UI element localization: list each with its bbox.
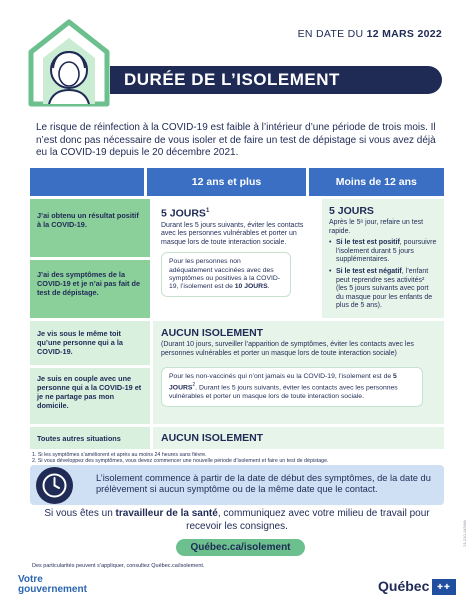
child-5-jours: 5 JOURS: [329, 205, 374, 217]
clock-note-text: L’isolement commence à partir de la date de début des symptômes, de la date du prélèvement si aucun symptôme ou de la même date que le contact.: [96, 473, 431, 494]
child-bullet-positive-bold: Si le test est positif: [336, 239, 400, 247]
no-isolation-note-end: . Durant les 5 jours suivants, éviter les contacts avec les personnes vulnérables et porter un masque lors de toute interaction sociale.: [169, 384, 398, 401]
clock-icon: [36, 467, 73, 504]
document-code: 21-210-149WA: [462, 520, 467, 547]
url-link[interactable]: Québec.ca/isolement: [176, 539, 305, 556]
quebec-logo-text: Québec: [378, 578, 430, 594]
footnote-1: 1. Si les symptômes s’améliorent et après au moins 24 heures sans fièvre.: [32, 452, 207, 458]
health-prefix: Si vous êtes un: [44, 508, 113, 519]
adult-5-jours: 5 JOURS: [161, 207, 206, 220]
clock-note-box: [30, 465, 444, 505]
no-isolation-note-box: [161, 367, 423, 407]
votre-gouvernement-logo: [18, 575, 87, 595]
row-label-same-roof: Je vis sous le même toit qu’une personne qui a la COVID-19.: [30, 321, 150, 365]
isolation-table: [30, 168, 444, 444]
row-label-positive: J’ai obtenu un résultat positif à la COVID-19.: [30, 199, 150, 257]
date-value: 12 MARS 2022: [366, 28, 442, 40]
health-bold: travailleur de la santé: [115, 508, 218, 519]
date-prefix: EN DATE DU: [297, 28, 364, 40]
cell-other: [153, 427, 444, 449]
row-label-couple: Je suis en couple avec une personne qui a la COVID-19 et je ne partage pas mon domicile.: [30, 368, 150, 424]
header-12-plus: 12 ans et plus: [147, 168, 305, 196]
row-label-other: Toutes autres situations: [30, 427, 150, 449]
health-suffix: , communiquez avec votre milieu de travail pour recevoir les consignes.: [186, 508, 430, 532]
footnote-2: 2. Si vous développez des symptômes, vous devez commencer une nouvelle période d’isolement et faire un test de dépistage.: [32, 458, 329, 464]
intro-text: Le risque de réinfection à la COVID-19 est faible à l’intérieur d’une période de trois mois. Il n’est donc pas nécessaire de vous isoler et de faire un test de dépistage si vous avez déjà eu la COVID-19 depuis le 20 décembre 2021.: [36, 122, 436, 158]
child-bullet-negative: [329, 268, 437, 311]
header-blank: [30, 168, 144, 196]
child-bullet-positive-text: , poursuivre l’isolement durant 5 jours supplémentaires.: [336, 239, 437, 264]
logo-left-line-1: Votre: [18, 574, 43, 585]
row-label-symptoms: J’ai des symptômes de la COVID-19 et je n’ai pas fait de test de dépistage.: [30, 260, 150, 318]
cell-no-isolation: [153, 321, 444, 424]
child-bullet-positive: [329, 239, 437, 265]
page-title: DURÉE DE L’ISOLEMENT: [110, 66, 442, 94]
health-worker-note: [30, 508, 444, 533]
cell-child-5-days: [322, 199, 444, 318]
no-isolation-footnote-ref: 2: [192, 382, 196, 389]
house-person-icon: [25, 18, 113, 108]
child-bullet-negative-text: , l’enfant peut reprendre ses activités² (les 5 jours suivants avec port du masque pour les enfants de plus de 5 ans).: [336, 267, 433, 310]
adult-note-bold: 10 JOURS: [234, 283, 268, 291]
no-isolation-title: AUCUN ISOLEMENT: [161, 327, 264, 339]
quebec-flag-icon: ✚✚: [432, 579, 456, 595]
small-note: Des particularités peuvent s’appliquer, consultez Québec.ca/isolement.: [32, 563, 205, 569]
date-line: [298, 28, 442, 40]
child-bullet-negative-bold: Si le test est négatif: [336, 267, 402, 275]
header-under-12: Moins de 12 ans: [309, 168, 444, 196]
adult-footnote-ref: 1: [205, 208, 210, 214]
adult-note-text: Pour les personnes non adéquatement vaccinées avec des symptômes ou positives à la COVID-19, l’isolement est de: [169, 258, 281, 291]
other-value: AUCUN ISOLEMENT: [161, 432, 264, 444]
adult-text: Durant les 5 jours suivants, éviter les contacts avec les personnes vulnérables et porter un masque lors de toute interaction sociale.: [161, 221, 304, 246]
no-isolation-text: (Durant 10 jours, surveiller l’apparition de symptômes, éviter les contacts avec les personnes vulnérables et porter un masque lors de toute interaction sociale): [161, 341, 414, 357]
cell-adult-5-days: [153, 199, 319, 318]
no-isolation-note-bold: 5 JOURS: [169, 373, 397, 392]
table-header: [30, 168, 444, 196]
adult-note-box: Pour les personnes non adéquatement vaccinées avec des symptômes ou positives à la COVID-19, l’isolement est de 10 JOURS.: [161, 252, 291, 297]
child-after-text: Après le 5ᵉ jour, refaire un test rapide.: [329, 219, 424, 235]
no-isolation-note-text: Pour les non-vaccinés qui n’ont jamais eu la COVID-19, l’isolement est de: [169, 373, 392, 381]
logo-left-line-2: gouvernement: [18, 584, 87, 595]
